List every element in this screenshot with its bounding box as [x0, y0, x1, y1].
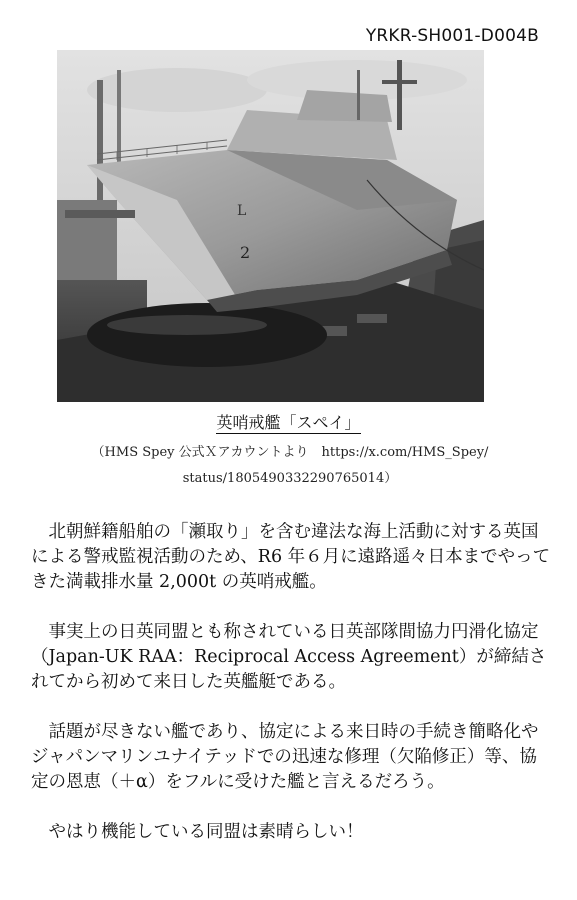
document-id: YRKR-SH001-D004B: [365, 26, 539, 46]
caption-title-text: 英哨戒艦「スペイ」: [216, 413, 361, 432]
paragraph: やはり機能している同盟は素晴らしい！: [48, 822, 364, 842]
hull-number-mark: 2: [240, 243, 251, 262]
paragraph: 北朝鮮籍船舶の「瀬取り」を含む違法な海上活動に対する英国による警戒監視活動のため、R6 年６月に遠路遥々日本までやってきた満載排水量 2,000t の英哨戒艦。: [31, 522, 551, 592]
caption-source-line-1: （HMS Spey 公式Ｘアカウントより https://x.com/HMS_Spey/: [91, 445, 489, 460]
body-text: [31, 520, 551, 870]
paragraph: 事実上の日英同盟とも称されている日英部隊間協力円滑化協定（Japan-UK RAA：Reciprocal Access Agreement）が締結されてから初めて来日した英艦艇である。: [31, 622, 547, 692]
figure-caption-title: [0, 410, 577, 433]
paragraph: 話題が尽きない艦であり、協定による来日時の手続き簡略化やジャパンマリンユナイテッドでの迅速な修理（欠陥修正）等、協定の恩恵（＋α）をフルに受けた艦と言えるだろう。: [31, 722, 539, 792]
figure-caption-source: [60, 440, 520, 492]
caption-source-line-2: status/1805490332290765014）: [182, 471, 398, 486]
ship-photo: [57, 50, 484, 402]
ship-photo-drawing: [57, 50, 484, 402]
svg-text:L: L: [237, 203, 247, 219]
